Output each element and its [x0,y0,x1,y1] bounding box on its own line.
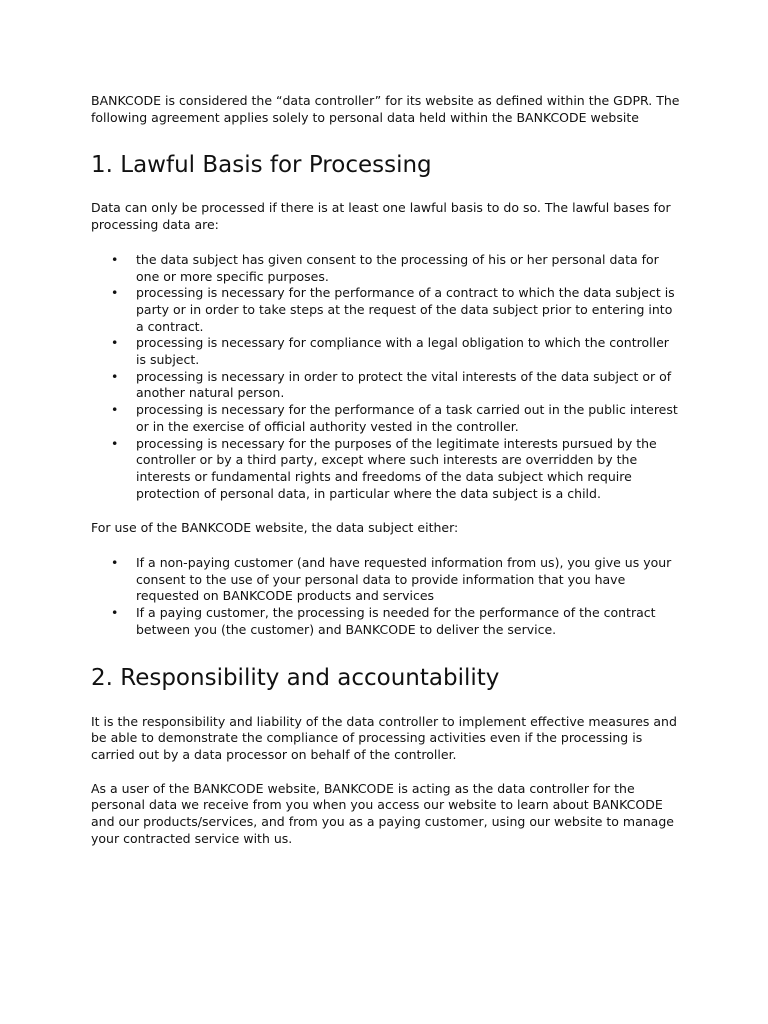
list-item-text: processing is necessary for the performance of a task carried out in the public interest or in the exercise of official authority vested in the controller. [136,402,678,434]
list-item-text: If a non-paying customer (and have requested information from us), you give us your consent to the use of your personal data to provide information that you have requested on BANKCODE products and services [136,555,672,604]
bullet-icon: • [111,368,119,384]
list-item [91,555,681,605]
bullet-icon: • [111,555,119,571]
lawful-bases-list [91,252,681,503]
list-item [91,369,681,402]
bullet-icon: • [111,435,119,451]
bullet-icon: • [111,402,119,418]
list-item [91,335,681,368]
list-item [91,285,681,335]
bullet-icon: • [111,335,119,351]
bullet-icon: • [111,251,119,267]
list-item-text: processing is necessary in order to protect the vital interests of the data subject or of another natural person. [136,368,672,401]
list-item [91,605,681,638]
section-1-heading: 1. Lawful Basis for Processing [91,152,432,179]
bullet-icon: • [111,605,119,621]
list-item [91,436,681,503]
document-page [91,93,681,848]
website-lead: For use of the BANKCODE website, the data subject either: [91,520,459,536]
list-item-text: processing is necessary for compliance with a legal obligation to which the controller is subject. [136,335,669,368]
list-item-text: If a paying customer, the processing is needed for the performance of the contract between you (the customer) and BANKCODE to deliver the service. [136,605,656,637]
list-item-text: processing is necessary for the purposes of the legitimate interests pursued by the controller or by a third party, except where such interests are overridden by the interests or fundamental rights and freedoms of the data subject which require protection of personal data, in particular where the data subject is a child. [136,435,657,501]
section-2-heading: 2. Responsibility and accountability [91,664,500,691]
section-2-paragraph-1: It is the responsibility and liability of the data controller to implement effective measures and be able to demonstrate the compliance of processing activities even if the processing is carried out by a data processor on behalf of the controller. [91,713,677,762]
bullet-icon: • [111,285,119,301]
list-item-text: the data subject has given consent to the processing of his or her personal data for one or more specific purposes. [136,251,659,284]
website-basis-list [91,555,681,639]
section-1-lead: Data can only be processed if there is at least one lawful basis to do so. The lawful bases for processing data are: [91,200,671,233]
section-2-paragraph-2: As a user of the BANKCODE website, BANKCODE is acting as the data controller for the personal data we receive from you when you access our website to learn about BANKCODE and our products/services, and from you as a paying customer, using our website to manage your contracted service with us. [91,780,674,846]
list-item [91,402,681,435]
intro-paragraph: BANKCODE is considered the “data controller” for its website as defined within the GDPR. The following agreement applies solely to personal data held within the BANKCODE website [91,93,680,125]
list-item [91,252,681,285]
list-item-text: processing is necessary for the performance of a contract to which the data subject is party or in order to take steps at the request of the data subject prior to entering into a contract. [136,285,675,334]
